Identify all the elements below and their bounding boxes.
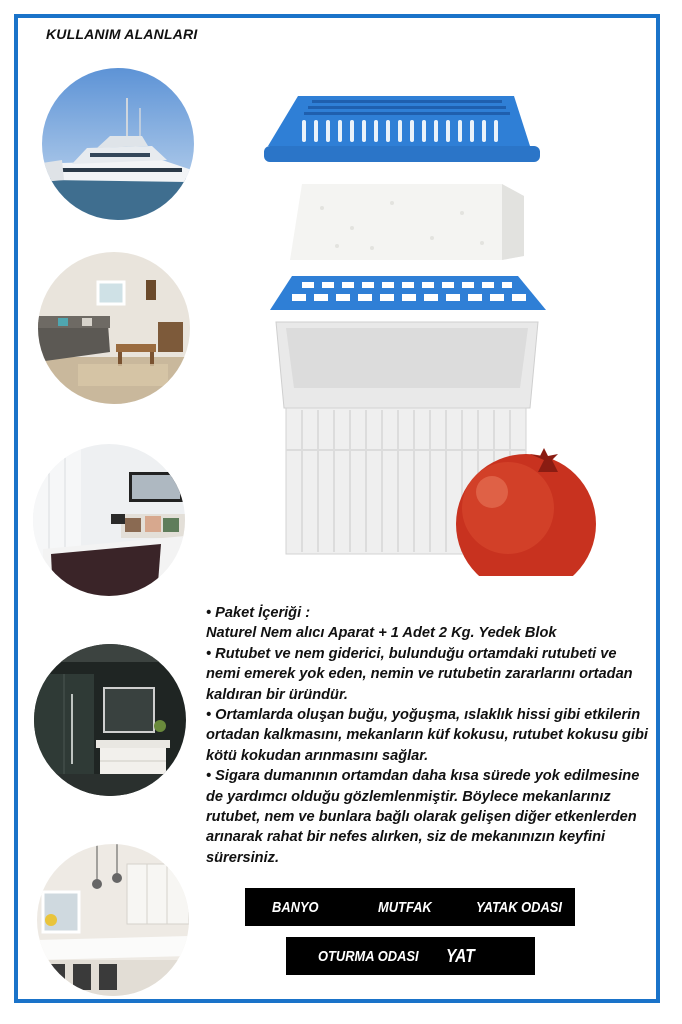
tag-oturma-odasi: OTURMA ODASI bbox=[318, 948, 419, 965]
living-room-photo bbox=[38, 252, 190, 404]
package-heading: • Paket İçeriği : bbox=[206, 605, 311, 621]
blue-grid bbox=[270, 276, 546, 310]
kitchen-photo bbox=[37, 844, 189, 996]
bullet-condensation: • Ortamlarda oluşan buğu, yoğuşma, ıslaklık hissi gibi etkilerin ortadan kalkmasını, mekanların küf kokusu, rutubet kokusu gibi kötü kokudan arınmasını sağlar. bbox=[206, 707, 648, 764]
page-title: KULLANIM ALANLARI bbox=[46, 26, 198, 42]
refill-block bbox=[290, 184, 524, 260]
yacht-photo bbox=[42, 68, 194, 220]
description bbox=[206, 603, 651, 868]
tag-yat: YAT bbox=[446, 946, 475, 966]
bedroom-photo bbox=[33, 444, 185, 596]
bullet-smoke: • Sigara dumanının ortamdan daha kısa sürede yok edilmesine de yardımcı olduğu gözlemlenmiştir. Böylece mekanlarınız rutubet, nem ve bunlara bağlı olarak gelişen diğer etkenlerden arınarak rahat bir nefes alırken, siz de mekanınızın keyfini sürersiniz. bbox=[206, 768, 640, 866]
tag-yatak-odasi: YATAK ODASI bbox=[476, 899, 562, 916]
package-content: Naturel Nem alıcı Aparat + 1 Adet 2 Kg. Yedek Blok bbox=[206, 625, 557, 642]
bullet-humidity: • Rutubet ve nem giderici, bulunduğu ortamdaki rutubeti ve nemi emerek yok eden, nemin ve rutubetin zararlarını ortadan kaldıran bir üründür. bbox=[206, 645, 633, 703]
blue-lid bbox=[264, 96, 540, 162]
bathroom-photo bbox=[34, 644, 186, 796]
tag-mutfak: MUTFAK bbox=[378, 899, 432, 916]
tag-banyo: BANYO bbox=[272, 899, 319, 916]
product-illustration bbox=[262, 88, 607, 576]
